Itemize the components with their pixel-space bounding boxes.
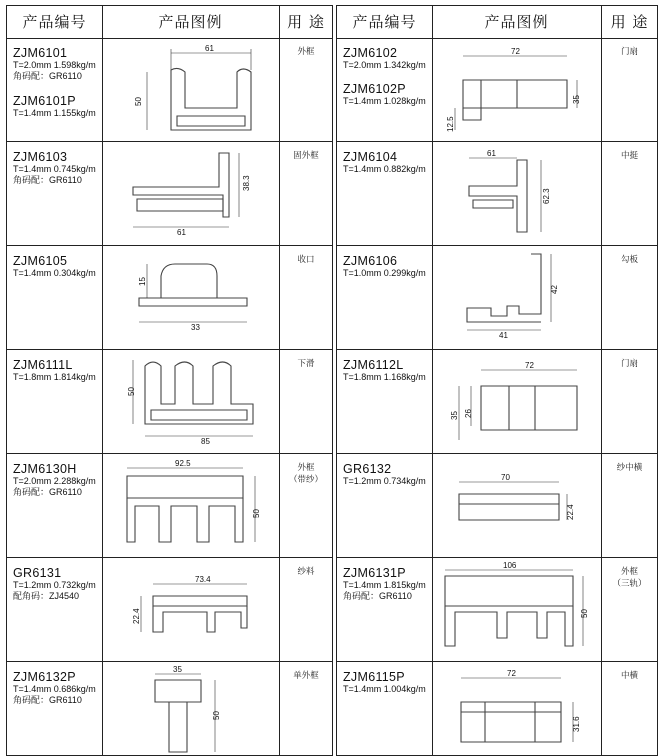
dimension-label: 61 bbox=[487, 149, 496, 158]
product-code: ZJM6115P bbox=[343, 670, 405, 684]
product-code: ZJM6103 bbox=[13, 150, 68, 164]
usage-label: 下滑 bbox=[297, 359, 315, 369]
spec-line: T=1.4mm 0.882kg/m bbox=[343, 164, 426, 174]
profile-drawing bbox=[123, 354, 273, 448]
usage-label: 中横 bbox=[620, 671, 638, 681]
header-drawing: 产品图例 bbox=[484, 13, 549, 31]
header-code: 产品编号 bbox=[22, 13, 87, 31]
dimension-label: 106 bbox=[503, 561, 517, 570]
dimension-label: 22.4 bbox=[566, 504, 575, 520]
usage-label: 纱料 bbox=[297, 567, 315, 577]
spec-line: T=1.2mm 0.734kg/m bbox=[343, 476, 426, 486]
product-code: ZJM6102 bbox=[343, 46, 398, 60]
spec-line: 角码配：GR6110 bbox=[343, 591, 412, 601]
table-row bbox=[7, 350, 332, 454]
table-row bbox=[337, 662, 657, 756]
table-row bbox=[7, 454, 332, 558]
table-row bbox=[337, 38, 657, 142]
dimension-label: 73.4 bbox=[195, 575, 211, 584]
profile-drawing bbox=[459, 250, 589, 344]
header-usage: 用 途 bbox=[610, 13, 649, 31]
table-row bbox=[7, 142, 332, 246]
profile-drawing bbox=[449, 468, 589, 552]
product-code: ZJM6132P bbox=[13, 670, 76, 684]
spec-line: 角码配：GR6110 bbox=[13, 175, 82, 185]
dimension-label: 61 bbox=[205, 44, 214, 53]
product-code: GR6132 bbox=[343, 462, 392, 476]
spec-line: T=1.4mm 0.745kg/m bbox=[13, 164, 96, 174]
usage-label: 中挺 bbox=[620, 151, 638, 161]
product-code: ZJM6101P bbox=[13, 94, 76, 108]
table-row bbox=[7, 662, 332, 756]
usage-label: 单外框 bbox=[293, 671, 319, 681]
dimension-label: 61 bbox=[177, 228, 186, 237]
usage-label: 固外框 bbox=[293, 151, 319, 161]
dimension-label: 35 bbox=[572, 95, 581, 104]
spec-line: 角码配：GR6110 bbox=[13, 487, 82, 497]
product-code: GR6131 bbox=[13, 566, 62, 580]
usage-label: 门扇 bbox=[620, 47, 638, 57]
table-header bbox=[337, 6, 657, 39]
product-code: ZJM6102P bbox=[343, 82, 406, 96]
profile-drawing bbox=[441, 356, 591, 448]
dimension-label: 35 bbox=[173, 665, 182, 674]
spec-line: T=1.4mm 0.686kg/m bbox=[13, 684, 96, 694]
table-row bbox=[7, 558, 332, 662]
dimension-label: 41 bbox=[499, 331, 508, 340]
profile-drawing bbox=[449, 666, 599, 756]
header-usage: 用 途 bbox=[287, 13, 325, 31]
usage-label: 纱中横 bbox=[616, 463, 643, 473]
dimension-label: 72 bbox=[525, 361, 534, 370]
dimension-label: 72 bbox=[511, 47, 520, 56]
product-code: ZJM6130H bbox=[13, 462, 77, 476]
table-row bbox=[337, 350, 657, 454]
usage-label: 外框 bbox=[620, 567, 638, 577]
usage-label: 外框 bbox=[297, 463, 315, 473]
table-header bbox=[7, 6, 332, 39]
dimension-label: 70 bbox=[501, 473, 510, 482]
table-row bbox=[337, 558, 657, 662]
dimension-label: 42 bbox=[550, 285, 559, 294]
usage-label: 门扇 bbox=[620, 359, 638, 369]
profile-drawing bbox=[135, 256, 255, 344]
spec-line: T=1.4mm 1.155kg/m bbox=[13, 108, 96, 118]
product-code: ZJM6105 bbox=[13, 254, 68, 268]
dimension-label: 50 bbox=[127, 387, 136, 396]
dimension-label: 38.3 bbox=[242, 175, 251, 191]
profile-drawing bbox=[133, 46, 263, 136]
dimension-label: 50 bbox=[252, 509, 261, 518]
table-row bbox=[337, 142, 657, 246]
dimension-label: 50 bbox=[212, 711, 221, 720]
spec-line: T=1.8mm 1.814kg/m bbox=[13, 372, 96, 382]
usage-label: （三轨） bbox=[612, 579, 647, 589]
product-code: ZJM6112L bbox=[343, 358, 404, 372]
spec-line: T=2.0mm 1.342kg/m bbox=[343, 60, 426, 70]
spec-line: T=1.8mm 1.168kg/m bbox=[343, 372, 426, 382]
product-code: ZJM6106 bbox=[343, 254, 398, 268]
dimension-label: 50 bbox=[580, 609, 589, 618]
spec-line: T=1.0mm 0.299kg/m bbox=[343, 268, 426, 278]
usage-label: 勾板 bbox=[620, 255, 638, 265]
spec-line: T=1.4mm 1.004kg/m bbox=[343, 684, 426, 694]
spec-line: T=1.4mm 1.028kg/m bbox=[343, 96, 426, 106]
product-code: ZJM6101 bbox=[13, 46, 68, 60]
product-code: ZJM6111L bbox=[13, 358, 73, 372]
spec-line: T=2.0mm 2.288kg/m bbox=[13, 476, 96, 486]
spec-line: T=2.0mm 1.598kg/m bbox=[13, 60, 96, 70]
spec-line: T=1.4mm 1.815kg/m bbox=[343, 580, 426, 590]
right-catalog-table bbox=[336, 5, 658, 756]
dimension-label: 92.5 bbox=[175, 459, 191, 468]
header-drawing: 产品图例 bbox=[158, 13, 223, 31]
dimension-label: 15 bbox=[138, 277, 147, 286]
spec-line: 角码配：GR6110 bbox=[13, 695, 82, 705]
table-row bbox=[337, 454, 657, 558]
usage-label: 收口 bbox=[297, 255, 315, 265]
profile-drawing bbox=[457, 146, 587, 240]
dimension-label: 33 bbox=[191, 323, 200, 332]
table-row bbox=[337, 246, 657, 350]
profile-drawing bbox=[129, 147, 269, 239]
table-row bbox=[7, 38, 332, 142]
dimension-label: 22.4 bbox=[132, 608, 141, 624]
product-code: ZJM6131P bbox=[343, 566, 406, 580]
usage-label: 外框 bbox=[297, 47, 315, 57]
dimension-label: 85 bbox=[201, 437, 210, 446]
profile-drawing bbox=[437, 562, 597, 656]
spec-line: T=1.4mm 0.304kg/m bbox=[13, 268, 96, 278]
dimension-label: 26 bbox=[464, 409, 473, 418]
spec-line: 角码配：GR6110 bbox=[13, 71, 82, 81]
spec-line: T=1.2mm 0.732kg/m bbox=[13, 580, 96, 590]
product-code: ZJM6104 bbox=[343, 150, 398, 164]
dimension-label: 50 bbox=[134, 97, 143, 106]
spec-line: 配角码：ZJ4540 bbox=[13, 591, 80, 601]
usage-label: （带纱） bbox=[288, 475, 323, 485]
profile-drawing bbox=[147, 666, 257, 754]
dimension-label: 31.6 bbox=[572, 716, 581, 732]
dimension-label: 35 bbox=[450, 411, 459, 420]
profile-drawing bbox=[125, 572, 265, 656]
dimension-label: 12.5 bbox=[446, 116, 455, 132]
left-catalog-table bbox=[6, 5, 333, 756]
profile-drawing bbox=[119, 458, 279, 552]
dimension-label: 72 bbox=[507, 669, 516, 678]
profile-drawing bbox=[441, 44, 591, 138]
table-row bbox=[7, 246, 332, 350]
dimension-label: 62.3 bbox=[542, 188, 551, 204]
header-code: 产品编号 bbox=[352, 13, 417, 31]
